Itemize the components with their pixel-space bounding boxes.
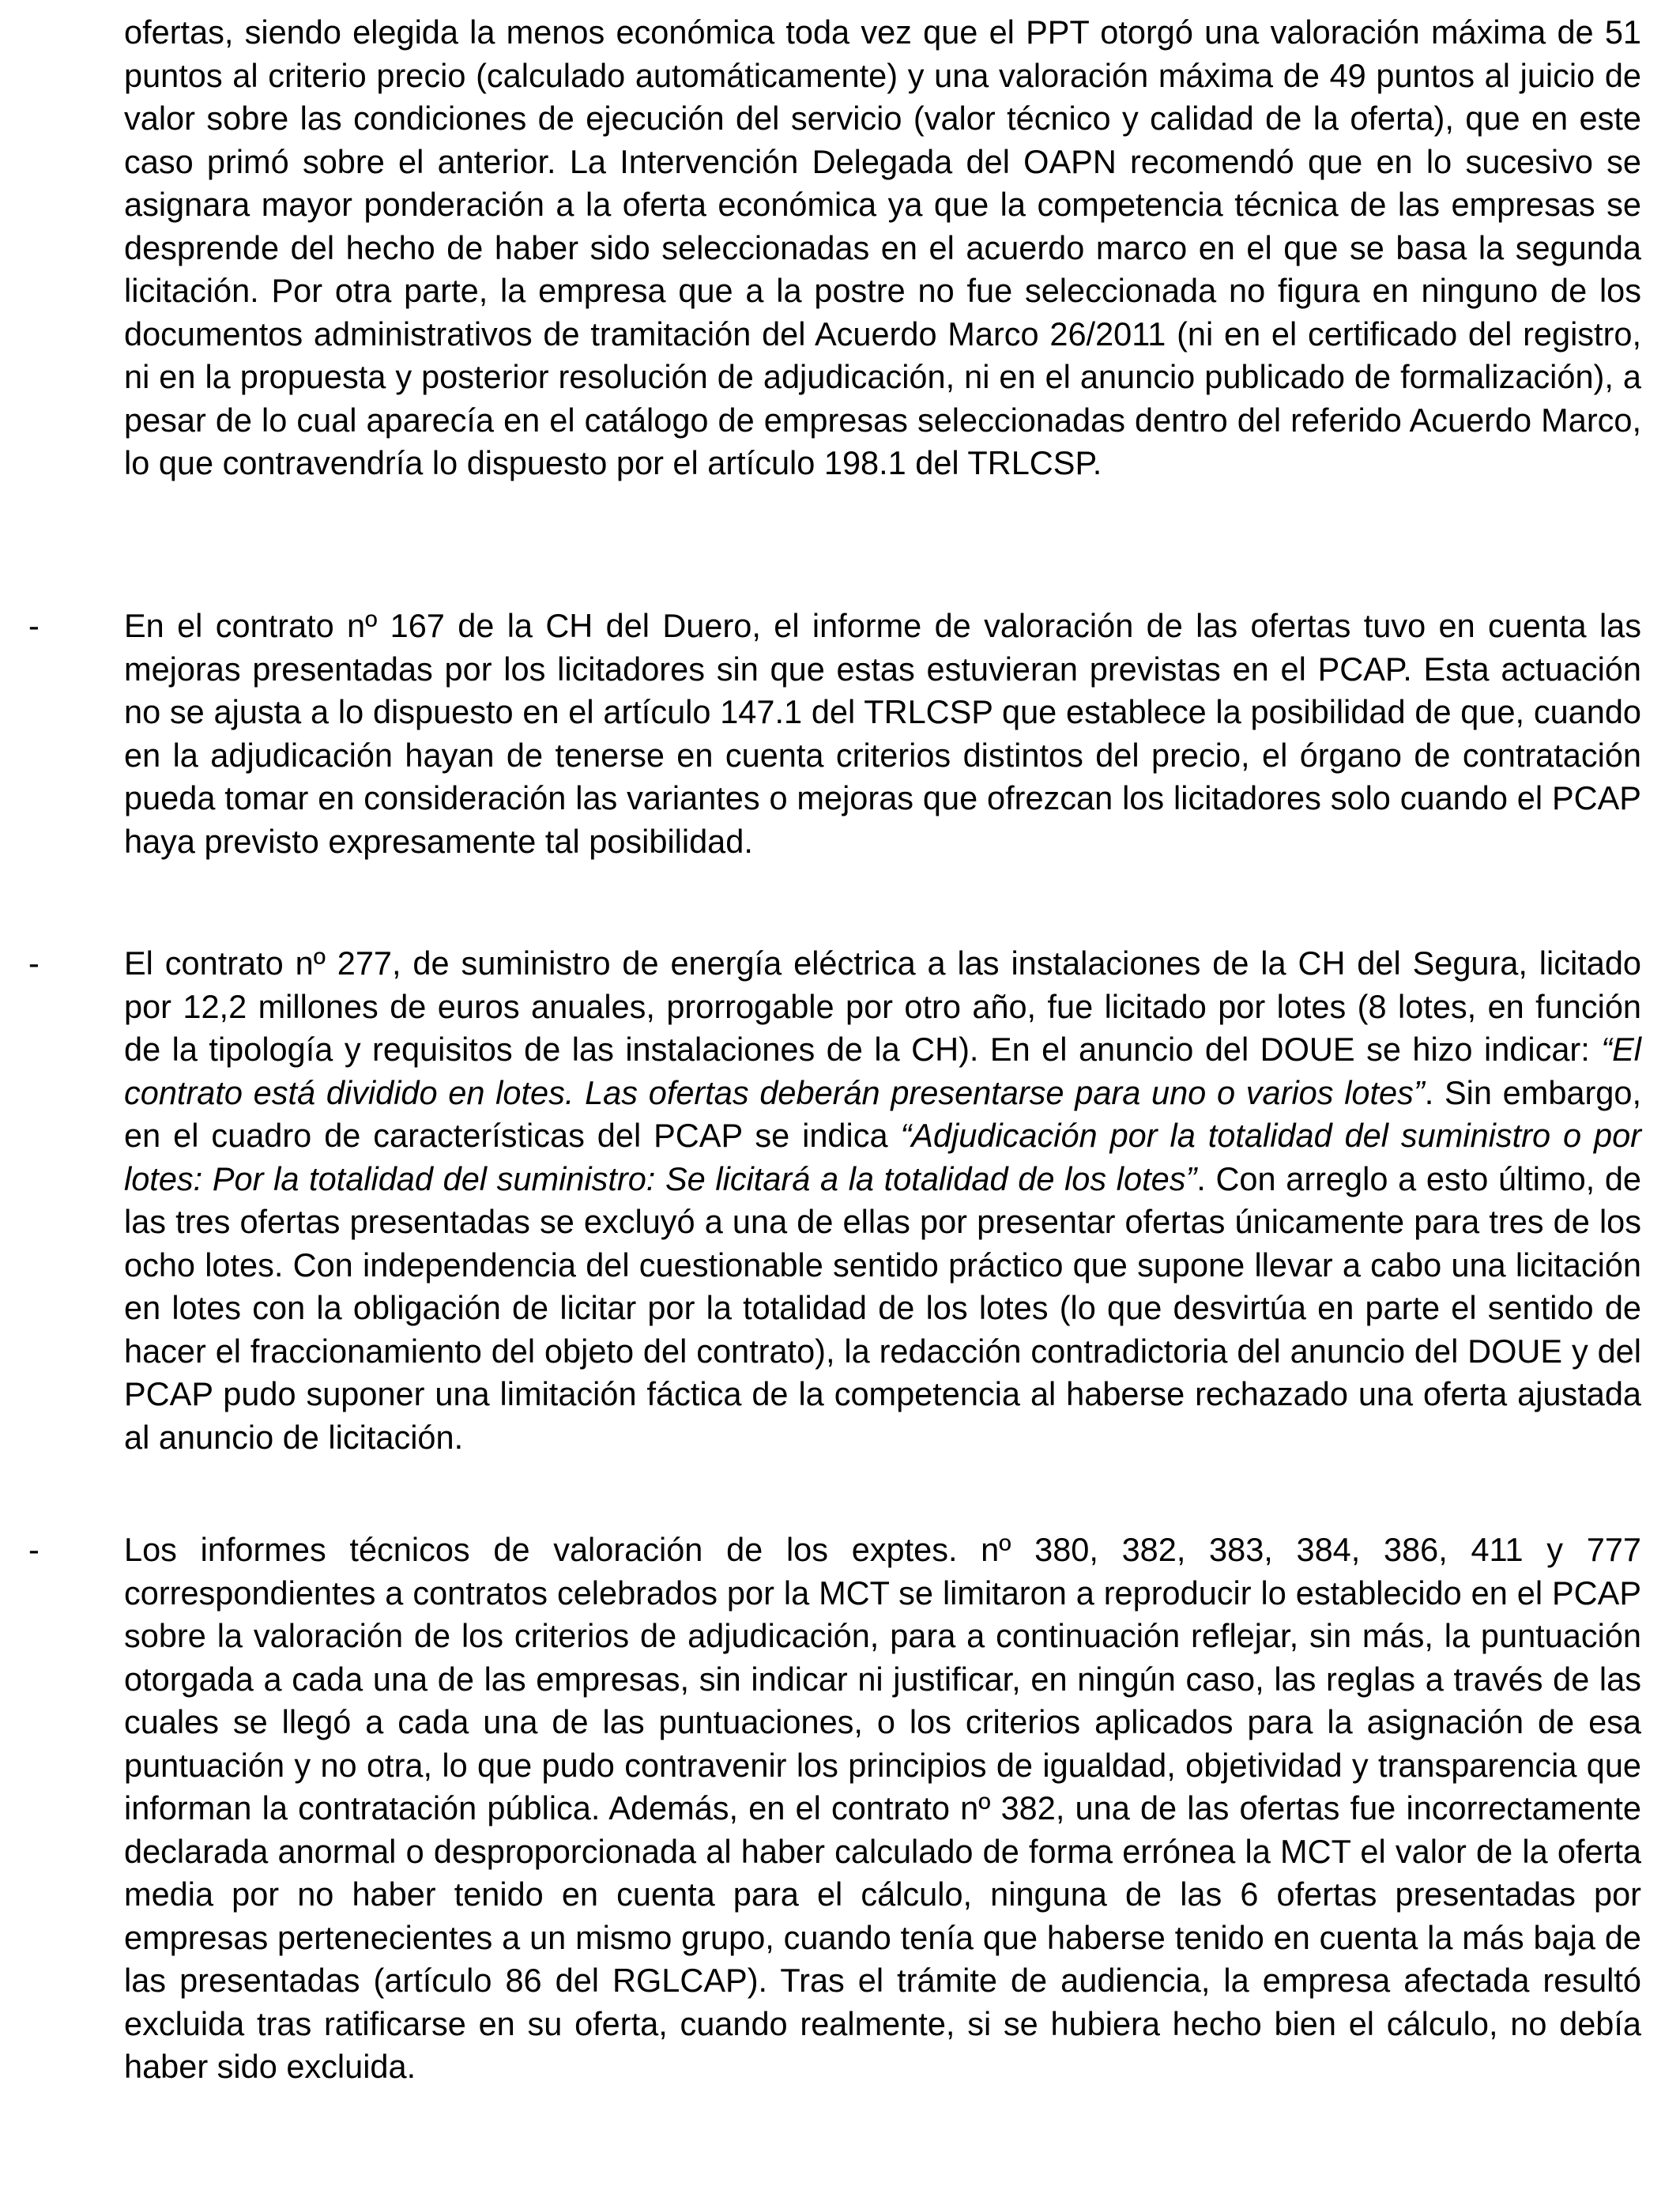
list-bullet: - <box>28 1531 40 1568</box>
paragraph-text-segment: El contrato nº 277, de suministro de energía eléctrica a las instalaciones de la CH del Segura, licitado por 12,2 millones de euros anuales, prorrogable por otro año, fue licitado por lotes (8 lotes, en función de la tipología y requisitos de las instalaciones de la CH). En el anuncio del DOUE se hizo indicar: <box>124 944 1641 1068</box>
paragraph-text-segment: . Sin embargo, en el cuadro de características del PCAP se indica <box>124 1073 1641 1154</box>
paragraph-text-segment: . Con arreglo a esto último, de las tres ofertas presentadas se excluyó a una de ellas por presentar ofertas únicamente para tres de los ocho lotes. Con independencia del cuestionable sentido práctico que supone llevar a cabo una licitación en lotes con la obligación de licitar por la totalidad de los lotes (lo que desvirtúa en parte el sentido de hacer el fraccionamiento del objeto del contrato), la redacción contradictoria del anuncio del DOUE y del PCAP pudo suponer una limitación fáctica de la competencia al haberse rechazado una oferta ajustada al anuncio de licitación. <box>124 1159 1641 1456</box>
list-bullet: - <box>28 607 40 644</box>
quote-doue-announcement: “El contrato está dividido en lotes. Las ofertas deberán presentarse para uno o varios lotes” <box>124 1031 1641 1111</box>
paragraph-technical-reports-mct: Los informes técnicos de valoración de los exptes. nº 380, 382, 383, 384, 386, 411 y 777 correspondientes a contratos celebrados por la MCT se limitaron a reproducir lo establecido en el PCAP sobre la valoración de los criterios de adjudicación, para a continuación reflejar, sin más, la puntuación otorgada a cada una de las empresas, sin indicar ni justificar, en ningún caso, las reglas a través de las cuales se llegó a cada una de las puntuaciones, o los criterios aplicados para la asignación de esa puntuación y no otra, lo que pudo contravenir los principios de igualdad, objetividad y transparencia que informan la contratación pública. Además, en el contrato nº 382, una de las ofertas fue incorrectamente declarada anormal o desproporcionada al haber calculado de forma errónea la MCT el valor de la oferta media por no haber tenido en cuenta para el cálculo, ninguna de las 6 ofertas presentadas por empresas pertenecientes a un mismo grupo, cuando tenía que haberse tenido en cuenta la más baja de las presentadas (artículo 86 del RGLCAP). Tras el trámite de audiencia, la empresa afectada resultó excluida tras ratificarse en su oferta, cuando realmente, si se hubiera hecho bien el cálculo, no debía haber sido excluida. <box>124 1531 1641 2085</box>
quote-pcap-characteristics: “Adjudicación por la totalidad del suministro o por lotes: Por la totalidad del suministro: Se licitará a la totalidad de los lotes” <box>124 1117 1641 1197</box>
paragraph-contract-277 <box>124 942 1641 1459</box>
list-bullet: - <box>28 944 40 982</box>
paragraph-contract-167: En el contrato nº 167 de la CH del Duero, el informe de valoración de las ofertas tuvo en cuenta las mejoras presentadas por los licitadores sin que estas estuvieran previstas en el PCAP. Esta actuación no se ajusta a lo dispuesto en el artículo 147.1 del TRLCSP que establece la posibilidad de que, cuando en la adjudicación hayan de tenerse en cuenta criterios distintos del precio, el órgano de contratación pueda tomar en consideración las variantes o mejoras que ofrezcan los licitadores solo cuando el PCAP haya previsto expresamente tal posibilidad. <box>124 607 1641 860</box>
paragraph-oapn-valuation: ofertas, siendo elegida la menos económica toda vez que el PPT otorgó una valoración máxima de 51 puntos al criterio precio (calculado automáticamente) y una valoración máxima de 49 puntos al juicio de valor sobre las condiciones de ejecución del servicio (valor técnico y calidad de la oferta), que en este caso primó sobre el anterior. La Intervención Delegada del OAPN recomendó que en lo sucesivo se asignara mayor ponderación a la oferta económica ya que la competencia técnica de las empresas se desprende del hecho de haber sido seleccionadas en el acuerdo marco en el que se basa la segunda licitación. Por otra parte, la empresa que a la postre no fue seleccionada no figura en ninguno de los documentos administrativos de tramitación del Acuerdo Marco 26/2011 (ni en el certificado del registro, ni en la propuesta y posterior resolución de adjudicación, ni en el anuncio publicado de formalización), a pesar de lo cual aparecía en el catálogo de empresas seleccionadas dentro del referido Acuerdo Marco, lo que contravendría lo dispuesto por el artículo 198.1 del TRLCSP. <box>124 13 1641 481</box>
